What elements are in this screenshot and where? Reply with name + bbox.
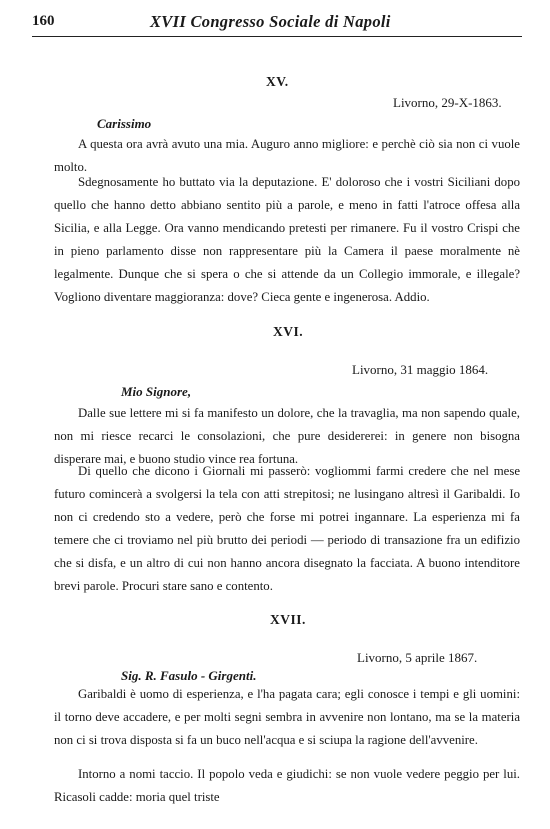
letter-paragraph: Intorno a nomi taccio. Il popolo veda e giudichi: se non vuole vedere peggio per lui. Ricasoli cadde: moria quel triste xyxy=(54,767,520,804)
letter-salutation: Sig. R. Fasulo - Girgenti. xyxy=(121,668,257,683)
letter-paragraph: A questa ora avrà avuto una mia. Auguro anno migliore: e perchè ciò sia non ci vuole molto. xyxy=(54,137,520,174)
running-title: XVII Congresso Sociale di Napoli xyxy=(150,12,391,31)
page-header xyxy=(32,10,522,37)
letter-number: XV. xyxy=(266,74,289,89)
letter-paragraph: Dalle sue lettere mi si fa manifesto un dolore, che la travaglia, ma non sapendo quale, non mi riesce recarci le consolazioni, che pure desidererei: in genere non bisogna disperare mai, e buono studio vince rea fortuna. xyxy=(54,406,520,466)
letter-paragraph: Sdegnosamente ho buttato via la deputazione. E' doloroso che i vostri Siciliani dopo quello che hanno detto abbiano sentito più a parole, e meno in fatti l'atroce offesa alla Sicilia, e alla Legge. Ora vanno mendicando pretesti per rimanere. Fu il vostro Crispi che in pieno parlamento disse non rappresentare più la Camera il paese moralmente nè legalmente. Dunque che si spera o che si attende da un Collegio immorale, e illegale? Vogliono diventare maggioranza: dove? Cieca gente e ingenerosa. Addio. xyxy=(54,175,520,304)
letter-date: Livorno, 29-X-1863. xyxy=(393,95,502,110)
letter-paragraph: Garibaldi è uomo di esperienza, e l'ha pagata cara; egli conosce i tempi e gli uomini: il torno deve accadere, e per molti segni sembra in avvenire non lontano, ma se la materia non ci si trova disposta si fa un buco nell'acqua e si sciupa la ragione dell'avvenire. xyxy=(54,687,520,747)
letter-date: Livorno, 5 aprile 1867. xyxy=(357,650,478,665)
letter-salutation: Carissimo xyxy=(97,116,152,131)
page-number: 160 xyxy=(32,13,55,29)
letter-date: Livorno, 31 maggio 1864. xyxy=(352,362,489,377)
letter-number: XVI. xyxy=(273,324,304,339)
letter-paragraph: Di quello che dicono i Giornali mi passerò: vogliommi farmi credere che nel mese futuro comincerà a svolgersi la tela con atti strepitosi; ne lusingano altresì il Garibaldi. Io non ci credendo sto a vedere, però che forse mi potrei ingannare. La esperienza mi fa temere che ci troviamo nel più brutto dei periodi — periodo di transazione fra un edifizio che si disfa, e un altro di cui non hanno ancora disegnato la facciata. A buono intenditore brevi parole. Procuri stare sano e contento. xyxy=(54,464,520,593)
letter-salutation: Mio Signore, xyxy=(121,384,192,399)
letter-number: XVII. xyxy=(270,612,306,627)
